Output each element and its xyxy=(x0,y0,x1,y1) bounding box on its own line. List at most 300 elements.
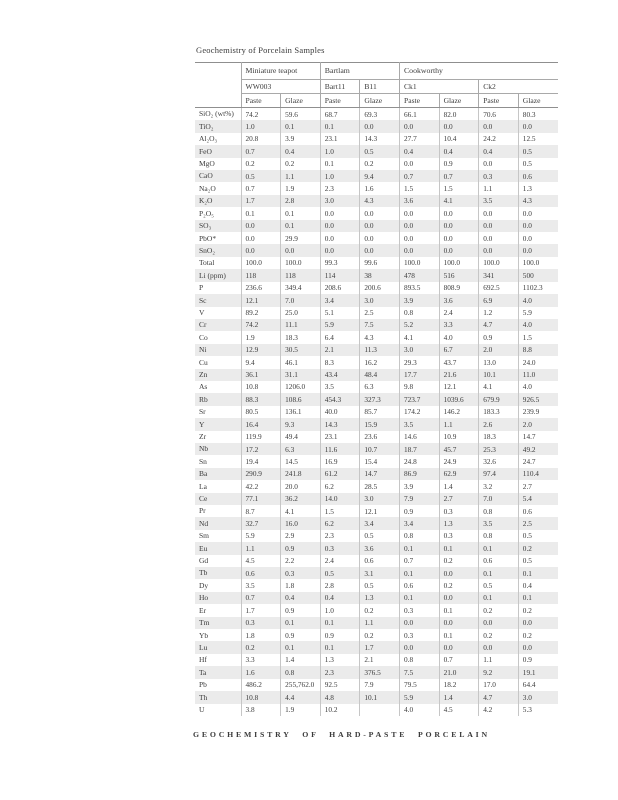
subheader-row xyxy=(195,94,558,108)
value-cell: 1.0 xyxy=(320,145,360,157)
value-cell: 4.1 xyxy=(479,381,519,393)
value-cell: 1102.3 xyxy=(518,282,558,294)
value-cell: 3.3 xyxy=(439,319,479,331)
value-cell: 0.4 xyxy=(439,145,479,157)
value-cell: 0.5 xyxy=(241,170,281,182)
value-cell: 0.0 xyxy=(439,567,479,579)
value-cell: 100.0 xyxy=(399,257,439,269)
row-label: Sc xyxy=(199,295,207,305)
value-cell: 31.1 xyxy=(281,369,321,381)
value-cell: 0.2 xyxy=(518,629,558,641)
value-cell: 1.9 xyxy=(281,182,321,194)
value-cell: 0.8 xyxy=(399,307,439,319)
value-cell: 3.1 xyxy=(360,567,400,579)
sample-header: B11 xyxy=(360,80,400,94)
sample-header: Ck1 xyxy=(399,80,478,94)
row-label: CaO xyxy=(199,171,213,181)
table-row xyxy=(195,406,558,418)
value-cell: 1206.0 xyxy=(281,381,321,393)
table-row xyxy=(195,269,558,281)
value-cell: 89.2 xyxy=(241,307,281,319)
value-cell: 92.5 xyxy=(320,679,360,691)
value-cell: 2.4 xyxy=(320,555,360,567)
table-row xyxy=(195,443,558,455)
row-label: P xyxy=(199,283,204,293)
value-cell: 1.3 xyxy=(360,592,400,604)
value-cell: 12.1 xyxy=(360,505,400,517)
value-cell: 43.7 xyxy=(439,356,479,368)
value-cell: 3.0 xyxy=(518,691,558,703)
value-cell: 1.8 xyxy=(241,629,281,641)
row-label: FeO xyxy=(199,146,212,156)
value-cell: 21.6 xyxy=(439,369,479,381)
value-cell: 808.9 xyxy=(439,282,479,294)
geochemistry-table xyxy=(195,62,558,716)
sample-header: Ck2 xyxy=(479,80,558,94)
row-label: Ba xyxy=(199,469,208,479)
value-cell: 11.6 xyxy=(320,443,360,455)
paste-glaze-header: Glaze xyxy=(439,94,479,108)
value-cell: 2.1 xyxy=(320,344,360,356)
table-row xyxy=(195,120,558,132)
value-cell: 0.6 xyxy=(360,555,400,567)
value-cell: 0.2 xyxy=(360,629,400,641)
value-cell: 0.0 xyxy=(360,207,400,219)
value-cell: 0.1 xyxy=(479,567,519,579)
value-cell: 14.3 xyxy=(320,418,360,430)
value-cell: 3.4 xyxy=(320,294,360,306)
value-cell: 0.0 xyxy=(320,220,360,232)
value-cell: 12.5 xyxy=(518,133,558,145)
value-cell: 21.0 xyxy=(439,666,479,678)
value-cell: 68.7 xyxy=(320,108,360,121)
value-cell: 10.8 xyxy=(241,691,281,703)
value-cell: 0.2 xyxy=(241,641,281,653)
value-cell: 86.9 xyxy=(399,468,439,480)
row-label: Nd xyxy=(199,518,209,528)
table-row xyxy=(195,555,558,567)
value-cell: 0.3 xyxy=(439,505,479,517)
table-row xyxy=(195,344,558,356)
value-cell: 10.1 xyxy=(360,691,400,703)
value-cell: 24.7 xyxy=(518,455,558,467)
value-cell: 0.0 xyxy=(241,232,281,244)
value-cell: 6.2 xyxy=(320,480,360,492)
value-cell: 1.4 xyxy=(281,654,321,666)
value-cell: 0.5 xyxy=(360,145,400,157)
value-cell: 32.7 xyxy=(241,517,281,529)
value-cell: 454.3 xyxy=(320,393,360,405)
row-label: Ni xyxy=(199,345,207,355)
value-cell: 2.0 xyxy=(479,344,519,356)
value-cell: 7.9 xyxy=(399,493,439,505)
row-label: Ta xyxy=(199,667,207,677)
row-label: V xyxy=(199,307,205,317)
value-cell: 0.0 xyxy=(479,617,519,629)
row-label: TiO₂ xyxy=(199,121,214,131)
row-label: Tm xyxy=(199,618,210,628)
value-cell: 19.4 xyxy=(241,455,281,467)
table-row xyxy=(195,108,558,121)
group-header-row xyxy=(195,63,558,80)
value-cell: 14.7 xyxy=(518,431,558,443)
value-cell: 4.0 xyxy=(518,381,558,393)
value-cell: 1.5 xyxy=(439,182,479,194)
value-cell: 0.1 xyxy=(439,542,479,554)
value-cell: 4.2 xyxy=(479,704,519,716)
value-cell: 516 xyxy=(439,269,479,281)
value-cell: 0.0 xyxy=(439,207,479,219)
row-label: Nb xyxy=(199,444,209,454)
value-cell: 24.8 xyxy=(399,455,439,467)
value-cell: 3.6 xyxy=(439,294,479,306)
value-cell: 0.0 xyxy=(399,120,439,132)
value-cell: 4.7 xyxy=(479,691,519,703)
table-row xyxy=(195,369,558,381)
value-cell: 4.0 xyxy=(518,319,558,331)
value-cell: 10.9 xyxy=(439,431,479,443)
value-cell: 48.4 xyxy=(360,369,400,381)
value-cell: 0.0 xyxy=(360,232,400,244)
value-cell: 4.1 xyxy=(281,505,321,517)
table-row xyxy=(195,158,558,170)
value-cell: 0.5 xyxy=(360,579,400,591)
value-cell: 478 xyxy=(399,269,439,281)
value-cell: 0.3 xyxy=(399,604,439,616)
value-cell: 0.0 xyxy=(479,158,519,170)
value-cell: 174.2 xyxy=(399,406,439,418)
value-cell: 6.4 xyxy=(320,331,360,343)
paste-glaze-header: Glaze xyxy=(518,94,558,108)
table-row xyxy=(195,319,558,331)
value-cell: 1.9 xyxy=(241,331,281,343)
value-cell: 0.1 xyxy=(479,592,519,604)
value-cell: 0.9 xyxy=(479,331,519,343)
value-cell: 0.2 xyxy=(281,158,321,170)
value-cell: 7.9 xyxy=(360,679,400,691)
value-cell: 66.1 xyxy=(399,108,439,121)
value-cell: 3.9 xyxy=(399,480,439,492)
value-cell: 1.4 xyxy=(439,691,479,703)
value-cell: 5.9 xyxy=(399,691,439,703)
value-cell: 0.1 xyxy=(281,120,321,132)
value-cell: 15.4 xyxy=(360,455,400,467)
sample-header: Bart11 xyxy=(320,80,360,94)
value-cell: 208.6 xyxy=(320,282,360,294)
value-cell: 15.9 xyxy=(360,418,400,430)
value-cell: 692.5 xyxy=(479,282,519,294)
value-cell: 14.7 xyxy=(360,468,400,480)
value-cell: 0.8 xyxy=(281,666,321,678)
value-cell: 0.0 xyxy=(518,232,558,244)
value-cell: 1.5 xyxy=(399,182,439,194)
value-cell: 0.1 xyxy=(399,567,439,579)
value-cell: 70.6 xyxy=(479,108,519,121)
value-cell: 20.8 xyxy=(241,133,281,145)
value-cell: 0.9 xyxy=(281,629,321,641)
value-cell: 0.0 xyxy=(439,641,479,653)
value-cell: 0.0 xyxy=(479,232,519,244)
value-cell: 1.0 xyxy=(320,170,360,182)
value-cell: 0.0 xyxy=(439,244,479,256)
value-cell: 99.6 xyxy=(360,257,400,269)
row-label: Rb xyxy=(199,394,208,404)
value-cell: 926.5 xyxy=(518,393,558,405)
value-cell: 74.2 xyxy=(241,319,281,331)
paste-glaze-header: Glaze xyxy=(360,94,400,108)
value-cell: 77.1 xyxy=(241,493,281,505)
value-cell: 0.2 xyxy=(518,604,558,616)
value-cell: 6.3 xyxy=(360,381,400,393)
value-cell: 0.0 xyxy=(399,207,439,219)
value-cell: 0.5 xyxy=(518,555,558,567)
table-row xyxy=(195,207,558,219)
value-cell: 0.1 xyxy=(281,617,321,629)
table-row xyxy=(195,592,558,604)
row-label: La xyxy=(199,481,207,491)
value-cell: 0.1 xyxy=(320,641,360,653)
value-cell: 0.8 xyxy=(479,530,519,542)
value-cell: 0.7 xyxy=(399,170,439,182)
column-group-header: Miniature teapot xyxy=(241,63,320,80)
value-cell: 0.0 xyxy=(439,220,479,232)
value-cell: 12.1 xyxy=(439,381,479,393)
value-cell: 3.5 xyxy=(479,517,519,529)
value-cell: 36.1 xyxy=(241,369,281,381)
value-cell: 49.2 xyxy=(518,443,558,455)
value-cell: 11.1 xyxy=(281,319,321,331)
value-cell: 5.9 xyxy=(518,307,558,319)
value-cell: 1.7 xyxy=(360,641,400,653)
value-cell: 25.3 xyxy=(479,443,519,455)
value-cell: 61.2 xyxy=(320,468,360,480)
value-cell: 80.3 xyxy=(518,108,558,121)
value-cell: 13.0 xyxy=(479,356,519,368)
value-cell: 1.3 xyxy=(320,654,360,666)
value-cell: 0.0 xyxy=(360,120,400,132)
value-cell: 25.0 xyxy=(281,307,321,319)
table-body xyxy=(195,108,558,716)
table-row xyxy=(195,542,558,554)
paste-glaze-header: Glaze xyxy=(281,94,321,108)
value-cell: 1.1 xyxy=(241,542,281,554)
value-cell: 6.7 xyxy=(439,344,479,356)
row-label: MgO xyxy=(199,159,215,169)
value-cell: 0.2 xyxy=(439,555,479,567)
value-cell: 4.5 xyxy=(241,555,281,567)
value-cell: 0.5 xyxy=(518,530,558,542)
value-cell: 0.4 xyxy=(281,145,321,157)
value-cell: 0.7 xyxy=(241,592,281,604)
table-row xyxy=(195,505,558,517)
value-cell: 0.0 xyxy=(479,220,519,232)
value-cell: 0.0 xyxy=(320,207,360,219)
value-cell: 99.3 xyxy=(320,257,360,269)
row-label: Cu xyxy=(199,357,208,367)
value-cell: 7.0 xyxy=(281,294,321,306)
table-caption: Geochemistry of Porcelain Samples xyxy=(196,45,325,55)
value-cell: 3.8 xyxy=(241,704,281,716)
value-cell: 1.1 xyxy=(360,617,400,629)
value-cell: 2.5 xyxy=(518,517,558,529)
value-cell: 88.3 xyxy=(241,393,281,405)
value-cell: 376.5 xyxy=(360,666,400,678)
value-cell: 0.1 xyxy=(399,542,439,554)
row-label: Gd xyxy=(199,556,209,566)
table-row xyxy=(195,145,558,157)
value-cell: 1.0 xyxy=(241,120,281,132)
value-cell: 9.2 xyxy=(479,666,519,678)
value-cell: 2.8 xyxy=(281,195,321,207)
value-cell: 255,762.0 xyxy=(281,679,321,691)
value-cell xyxy=(360,704,400,716)
value-cell: 100.0 xyxy=(439,257,479,269)
row-label: Al₂O₃ xyxy=(199,134,218,144)
paste-glaze-header: Paste xyxy=(479,94,519,108)
value-cell: 69.3 xyxy=(360,108,400,121)
value-cell: 0.6 xyxy=(518,170,558,182)
value-cell: 136.1 xyxy=(281,406,321,418)
table-row xyxy=(195,331,558,343)
row-label: Y xyxy=(199,419,205,429)
value-cell: 27.7 xyxy=(399,133,439,145)
value-cell: 1039.6 xyxy=(439,393,479,405)
table-row xyxy=(195,232,558,244)
table-row xyxy=(195,257,558,269)
value-cell: 486.2 xyxy=(241,679,281,691)
value-cell: 0.2 xyxy=(479,629,519,641)
value-cell: 0.3 xyxy=(281,567,321,579)
value-cell: 3.0 xyxy=(360,294,400,306)
value-cell: 7.0 xyxy=(479,493,519,505)
value-cell: 9.4 xyxy=(241,356,281,368)
table-row xyxy=(195,704,558,716)
value-cell: 241.8 xyxy=(281,468,321,480)
value-cell: 1.5 xyxy=(320,505,360,517)
value-cell: 17.0 xyxy=(479,679,519,691)
row-label: Zn xyxy=(199,369,208,379)
value-cell: 723.7 xyxy=(399,393,439,405)
value-cell: 3.0 xyxy=(320,195,360,207)
value-cell: 2.4 xyxy=(439,307,479,319)
value-cell: 2.3 xyxy=(320,666,360,678)
value-cell: 3.9 xyxy=(281,133,321,145)
paste-glaze-header: Paste xyxy=(241,94,281,108)
row-label: Zr xyxy=(199,432,207,442)
value-cell: 29.9 xyxy=(281,232,321,244)
table-row xyxy=(195,567,558,579)
row-label: Yb xyxy=(199,630,209,640)
value-cell: 14.3 xyxy=(360,133,400,145)
value-cell: 2.2 xyxy=(281,555,321,567)
value-cell: 0.2 xyxy=(360,604,400,616)
value-cell: 3.5 xyxy=(399,418,439,430)
value-cell: 18.2 xyxy=(439,679,479,691)
value-cell: 100.0 xyxy=(518,257,558,269)
value-cell: 1.6 xyxy=(360,182,400,194)
corner-cell xyxy=(195,80,241,94)
value-cell: 0.0 xyxy=(399,232,439,244)
row-label: PbO* xyxy=(199,233,217,243)
table-row xyxy=(195,629,558,641)
value-cell: 17.7 xyxy=(399,369,439,381)
value-cell: 1.7 xyxy=(241,195,281,207)
value-cell: 200.6 xyxy=(360,282,400,294)
value-cell: 0.2 xyxy=(439,579,479,591)
value-cell: 30.5 xyxy=(281,344,321,356)
row-label: Ce xyxy=(199,494,208,504)
value-cell: 1.1 xyxy=(479,654,519,666)
value-cell: 36.2 xyxy=(281,493,321,505)
table-header xyxy=(195,63,558,108)
row-label: Li (ppm) xyxy=(199,270,226,280)
table-row xyxy=(195,294,558,306)
value-cell: 0.0 xyxy=(518,207,558,219)
value-cell: 0.0 xyxy=(360,244,400,256)
value-cell: 0.0 xyxy=(518,120,558,132)
value-cell: 97.4 xyxy=(479,468,519,480)
value-cell: 3.0 xyxy=(399,344,439,356)
table-row xyxy=(195,468,558,480)
value-cell: 14.5 xyxy=(281,455,321,467)
value-cell: 0.9 xyxy=(399,505,439,517)
value-cell: 8.7 xyxy=(241,505,281,517)
value-cell: 0.5 xyxy=(479,579,519,591)
value-cell: 0.3 xyxy=(399,629,439,641)
table-row xyxy=(195,393,558,405)
row-label: Sm xyxy=(199,531,210,541)
value-cell: 18.3 xyxy=(479,431,519,443)
row-label: Pb xyxy=(199,680,207,690)
value-cell: 40.0 xyxy=(320,406,360,418)
value-cell: 4.3 xyxy=(518,195,558,207)
value-cell: 0.1 xyxy=(479,542,519,554)
value-cell: 16.9 xyxy=(320,455,360,467)
value-cell: 0.0 xyxy=(518,641,558,653)
row-label: Eu xyxy=(199,543,208,553)
value-cell: 0.2 xyxy=(241,158,281,170)
value-cell: 0.6 xyxy=(399,579,439,591)
row-label: U xyxy=(199,704,205,714)
value-cell: 4.0 xyxy=(439,331,479,343)
value-cell: 0.4 xyxy=(479,145,519,157)
table-row xyxy=(195,133,558,145)
value-cell: 9.8 xyxy=(399,381,439,393)
value-cell: 10.1 xyxy=(479,369,519,381)
value-cell: 0.0 xyxy=(439,232,479,244)
value-cell: 0.2 xyxy=(479,604,519,616)
value-cell: 0.5 xyxy=(360,530,400,542)
row-label: Pr xyxy=(199,506,206,516)
value-cell: 0.0 xyxy=(399,158,439,170)
value-cell: 0.9 xyxy=(518,654,558,666)
value-cell: 18.3 xyxy=(281,331,321,343)
value-cell: 2.5 xyxy=(360,307,400,319)
value-cell: 290.9 xyxy=(241,468,281,480)
column-group-header: Bartlam xyxy=(320,63,399,80)
value-cell: 8.3 xyxy=(320,356,360,368)
value-cell: 19.1 xyxy=(518,666,558,678)
table-row xyxy=(195,579,558,591)
table-row xyxy=(195,641,558,653)
value-cell: 1.5 xyxy=(518,331,558,343)
value-cell: 108.6 xyxy=(281,393,321,405)
value-cell: 0.1 xyxy=(399,592,439,604)
value-cell: 5.9 xyxy=(320,319,360,331)
value-cell: 0.0 xyxy=(479,244,519,256)
value-cell: 0.3 xyxy=(320,542,360,554)
value-cell: 32.6 xyxy=(479,455,519,467)
